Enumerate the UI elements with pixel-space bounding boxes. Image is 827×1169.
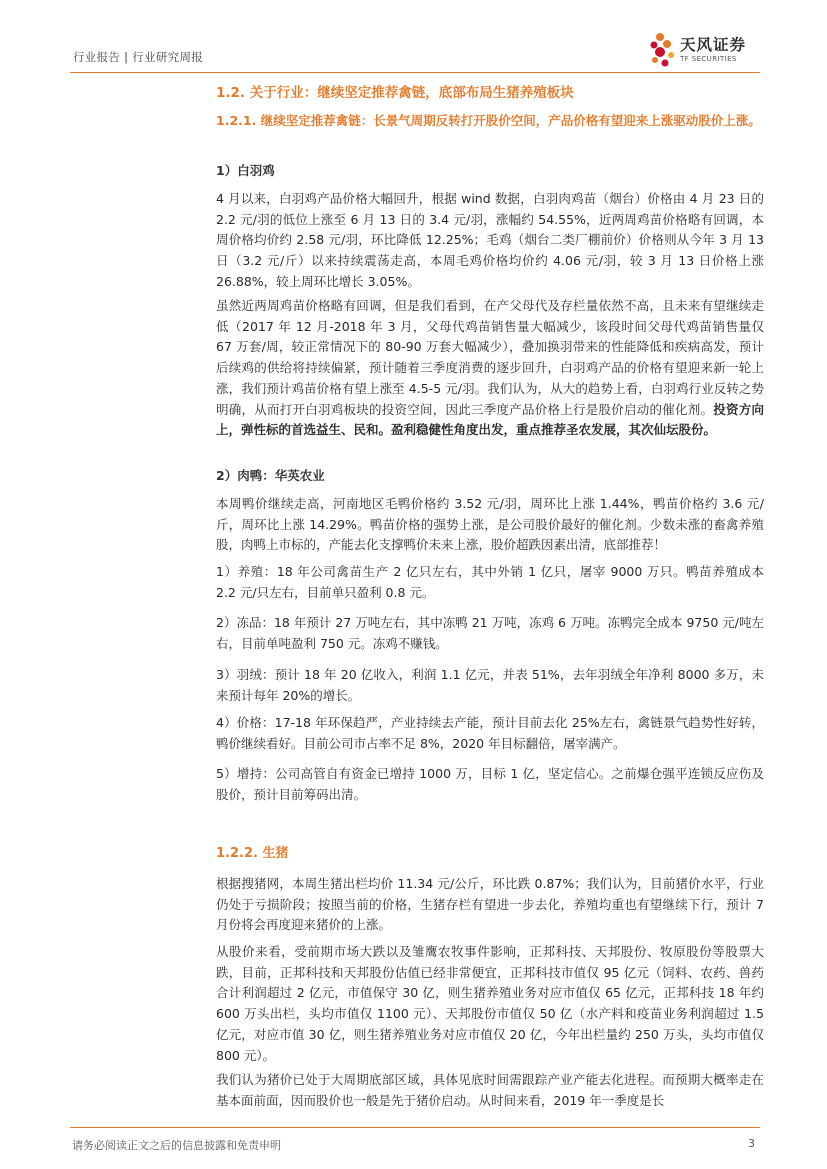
footer-divider	[70, 1127, 760, 1128]
page-number: 3	[748, 1137, 755, 1150]
hog-paragraph-3: 我们认为猪价已处于大周期底部区域，具体见底时间需跟踪产业产能去化进程。而预期大概率走在基本面前面，因而股价也一般是先于猪价启动。从时间来看，2019 年一季度是长	[216, 1072, 764, 1108]
hog-paragraph-1: 根据搜猪网，本周生猪出栏均价 11.34 元/公斤，环比跌 0.87%；我们认为，目前猪价水平，行业仍处于亏损阶段；按照当前的价格，生猪存栏有望进一步去化，养殖均重也有望继续下行，预计 7 月份将会再度迎来猪价的上涨。	[216, 876, 764, 933]
broiler-paragraph-2-text: 虽然近两周鸡苗价格略有回调，但是我们看到，在产父母代及存栏量依然不高，且未来有望继续走低（2017 年 12 月-2018 年 3 月，父母代鸡苗销售量大幅减少，该段时间父母代鸡苗销售量仅 67 万套/周，较正常情况下的 80-90 万套大幅减少），叠加换羽带来的性能降低和疾病高发，预计后续鸡的供给将持续偏紧，预计随着三季度消费的逐步回升，白羽鸡产品的价格有望迎来新一轮上涨，我们预计鸡苗价格有望上涨至 4.5-5 元/羽。我们认为，从大的趋势上看，白羽鸡行业反转之势明确，从而打开白羽鸡板块的投资空间，因此三季度产品价格上行是股价启动的催化剂。	[216, 298, 764, 417]
hog-paragraph-2: 从股价来看，受前期市场大跌以及雏鹰农牧事件影响，正邦科技、天邦股份、牧原股份等股票大跌，目前，正邦科技和天邦股份估值已经非常便宜，正邦科技市值仅 95 亿元（饲料、农药、兽药合计利润超过 2 亿元，市值保守 30 亿，则生猪养殖业务对应市值仅 65 亿元，正邦科技 18 年约 600 万头出栏，头均市值仅 1100 元）、天邦股份市值仅 50 亿（水产料和疫苗业务利润超过 1.5 亿元，对应市值 30 亿，则生猪养殖业务对应市值仅 20 亿，今年出栏量约 250 万头，头均市值仅 800 元）。	[216, 944, 764, 1063]
duck-paragraph-1: 本周鸭价继续走高，河南地区毛鸭价格约 3.52 元/羽，周环比上涨 1.44%，鸭苗价格约 3.6 元/斤，周环比上涨 14.29%。鸭苗价格的强势上涨，是公司股价最好的催化剂。少数未涨的畜禽养殖股，肉鸭上市标的，产能去化支撑鸭价未来上涨，股价超跌因素出清，底部推荐！	[216, 496, 764, 553]
logo-text-en: TF SECURITIES	[680, 55, 737, 63]
duck-item-holding: 5）增持：公司高管自有资金已增持 1000 万，目标 1 亿，坚定信心。之前爆仓强平连锁反应伤及股价，预计目前筹码出清。	[216, 766, 764, 802]
broiler-heading: 1）白羽鸡	[216, 163, 275, 178]
duck-item-down: 3）羽绒：预计 18 年 20 亿收入，利润 1.1 亿元，并表 51%，去年羽绒全年净利 8000 多万，未来预计每年 20%的增长。	[216, 667, 764, 703]
section-1-2-1-title: 1.2.1. 继续坚定推荐禽链：长景气周期反转打开股价空间，产品价格有望迎来上涨驱动股价上涨。	[216, 113, 761, 128]
logo-text-cn: 天风证券	[680, 36, 747, 54]
duck-item-breeding: 1）养殖：18 年公司禽苗生产 2 亿只左右，其中外销 1 亿只，屠宰 9000 万只。鸭苗养殖成本 2.2 元/只左右，目前单只盈利 0.8 元。	[216, 564, 764, 600]
section-1-2-2-title: 1.2.2. 生猪	[216, 846, 289, 861]
company-logo	[650, 30, 770, 72]
broiler-paragraph-1: 4 月以来，白羽鸡产品价格大幅回升，根据 wind 数据，白羽肉鸡苗（烟台）价格由 4 月 23 日的 2.2 元/羽的低位上涨至 6 月 13 日的 3.4 元/羽，涨幅约 54.55%，近两周鸡苗价格略有回调，本周价格均价约 2.58 元/羽，环比降低 12.25%；毛鸡（烟台二类厂棚前价）价格则从今年 3 月 13 日（3.2 元/斤）以来持续震荡走高，本周毛鸡价格均价约 4.06 元/羽，较 3 月 13 日价格上涨 26.88%，较上周环比增长 3.05%。	[216, 191, 764, 289]
section-1-2-title: 1.2. 关于行业：继续坚定推荐禽链，底部布局生猪养殖板块	[216, 85, 574, 101]
duck-heading: 2）肉鸭：华英农业	[216, 468, 325, 483]
investment-recommendation: 投资方向上，弹性标的首选益生、民和。盈利稳健性角度出发，重点推荐圣农发展，其次仙坛股份。	[216, 401, 764, 438]
duck-item-price: 4）价格：17-18 年环保趋严，产业持续去产能，预计目前去化 25%左右，禽链景气趋势性好转，鸭价继续看好。目前公司市占率不足 8%，2020 年目标翻倍，屠宰满产。	[216, 715, 764, 751]
header-divider	[70, 72, 760, 73]
broiler-paragraph-2	[216, 296, 764, 441]
flower-logo-icon	[650, 30, 678, 70]
footer-disclaimer: 请务必阅读正文之后的信息披露和免责申明	[72, 1139, 281, 1152]
report-section-label: 行业报告 | 行业研究周报	[73, 50, 204, 64]
duck-item-frozen: 2）冻品：18 年预计 27 万吨左右，其中冻鸭 21 万吨，冻鸡 6 万吨。冻鸭完全成本 9750 元/吨左右，目前单吨盈利 750 元。冻鸡不赚钱。	[216, 615, 764, 651]
